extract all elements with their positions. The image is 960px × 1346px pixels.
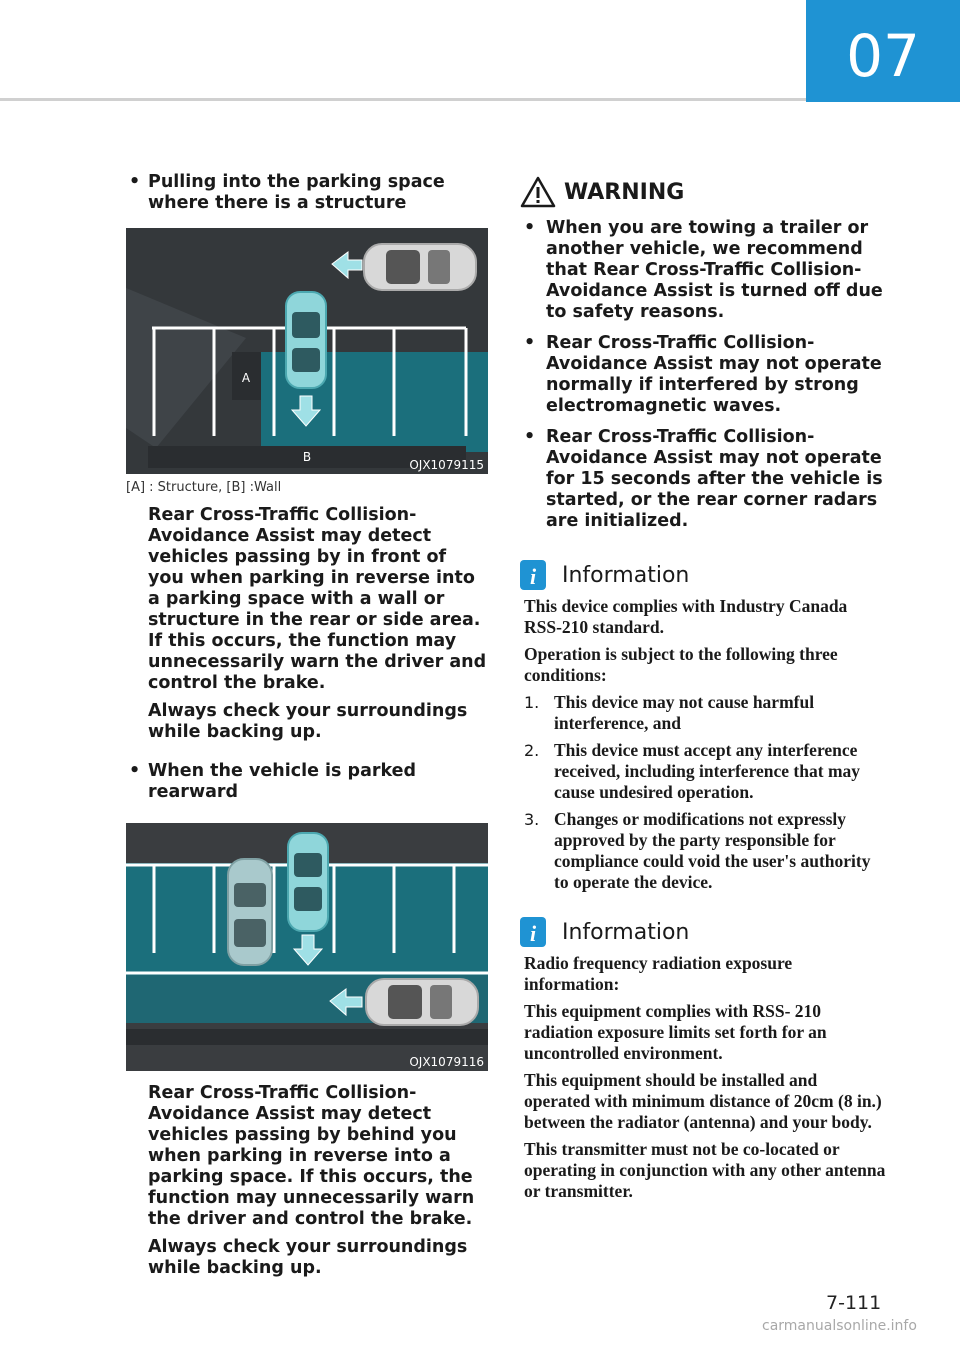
figure-rearward [126, 823, 488, 1071]
warning-heading [520, 176, 886, 208]
left-column [126, 172, 488, 1286]
information-heading [520, 560, 886, 590]
bullet-structure: • Pulling into the parking space where there is a structure [126, 172, 488, 214]
figure-structure [126, 228, 488, 474]
label-b: B [302, 450, 312, 464]
warning-item: • Rear Cross-Traffic Collision-Avoidance Assist may not operate normally if interfered by strong electromagnetic waves. [520, 333, 886, 417]
warning-item: • When you are towing a trailer or another vehicle, we recommend that Rear Cross-Traffic Collision-Avoidance Assist is turned off due to safety reasons. [520, 218, 886, 323]
paragraph: Always check your surroundings while backing up. [148, 1237, 468, 1278]
figure-rearward-illustration [126, 823, 488, 1071]
info-paragraph: This equipment should be installed and operated with minimum distance of 20cm (8 in.) between the radiator (antenna) and your body. [524, 1070, 882, 1132]
info-paragraph: This equipment complies with RSS- 210 radiation exposure limits set forth for an uncontrolled environment. [524, 1001, 827, 1063]
info-paragraph: Operation is subject to the following three conditions: [524, 644, 838, 685]
list-number: 3. [524, 810, 540, 829]
list-text: This device must accept any interference received, including interference that may cause undesired operation. [554, 740, 861, 802]
paragraph: Always check your surroundings while backing up. [148, 701, 468, 742]
list-text: Changes or modifications not expressly approved by the party responsible for compliance could void the user's authority to operate the device. [554, 809, 871, 892]
info-paragraph: This device complies with Industry Canada RSS-210 standard. [524, 596, 848, 637]
svg-text:i: i [529, 564, 537, 589]
svg-text:i: i [529, 921, 537, 946]
info-list-item [524, 692, 886, 734]
info-icon [520, 560, 546, 590]
figure-structure-illustration [126, 228, 488, 474]
info-paragraph: This transmitter must not be co-located or operating in conjunction with any other antenna or transmitter. [524, 1139, 886, 1201]
info-list-item [524, 740, 886, 803]
information-heading [520, 917, 886, 947]
paragraph: Rear Cross-Traffic Collision-Avoidance Assist may detect vehicles passing by behind you when parking in reverse into a parking space. If this occurs, the function may unnecessarily warn the driver and control the brake. [148, 1083, 475, 1229]
warning-item: • Rear Cross-Traffic Collision-Avoidance Assist may not operate for 15 seconds after the vehicle is started, or the rear corner radars are initialized. [520, 427, 886, 532]
right-column [520, 172, 886, 1208]
info-paragraph: Radio frequency radiation exposure information: [524, 953, 793, 994]
figure-code: OJX1079115 [409, 458, 484, 472]
figure-code: OJX1079116 [409, 1055, 484, 1069]
label-a: A [241, 371, 251, 385]
header-rule [0, 98, 806, 101]
info-icon [520, 917, 546, 947]
information-title: Information [562, 919, 690, 945]
list-number: 2. [524, 741, 540, 760]
page-number: 7-111 [826, 1292, 882, 1314]
figure-caption: [A] : Structure, [B] :Wall [126, 480, 282, 495]
list-text: This device may not cause harmful interference, and [554, 692, 815, 733]
information-title: Information [562, 562, 690, 588]
bullet-parked-rearward: • When the vehicle is parked rearward [126, 761, 488, 803]
paragraph: Rear Cross-Traffic Collision-Avoidance Assist may detect vehicles passing by in front of you when parking in reverse into a parking space with a wall or structure in the rear or side area. If this occurs, the function may unnecessarily warn the driver and control the brake. [148, 505, 487, 693]
list-number: 1. [524, 693, 540, 712]
chapter-tab: 07 [806, 0, 960, 102]
info-list-item [524, 809, 886, 893]
watermark: carmanualsonline.info [762, 1318, 917, 1334]
warning-title: WARNING [564, 179, 685, 205]
warning-icon [520, 176, 556, 208]
